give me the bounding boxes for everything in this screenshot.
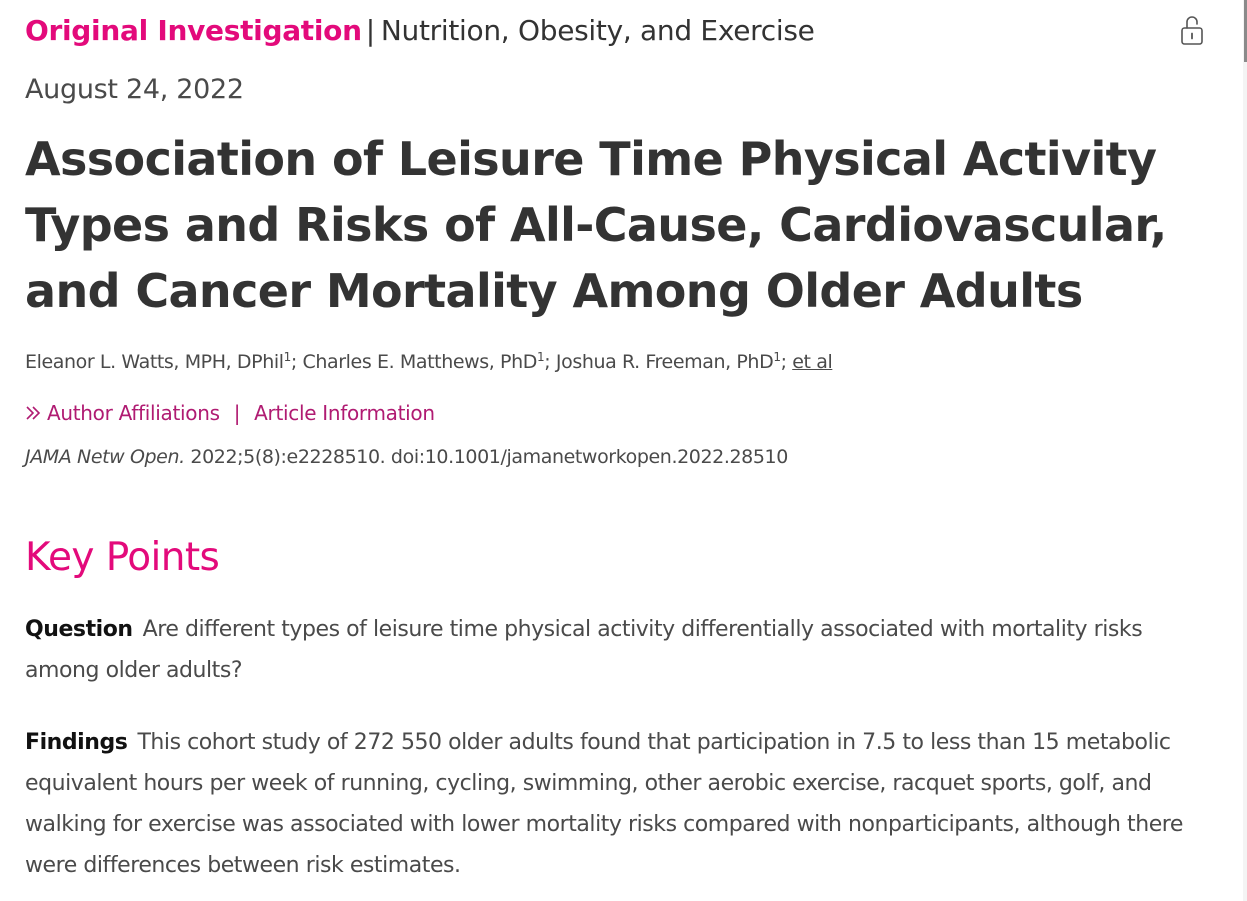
citation [25, 442, 788, 472]
article-title: Association of Leisure Time Physical Activity Types and Risks of All-Cause, Cardiovascular, and Cancer Mortality Among Older Adults [25, 132, 1167, 318]
author-affiliations-link[interactable] [25, 401, 220, 425]
et-al-link[interactable]: et al [792, 351, 833, 373]
article-type-link[interactable]: Original Investigation [25, 14, 362, 47]
author-separator: ; [544, 351, 556, 373]
article-info-links [25, 398, 435, 428]
key-points-heading: Key Points [25, 535, 220, 580]
question-label: Question [25, 617, 133, 642]
author-separator: ; [290, 351, 303, 373]
author-separator: ; [780, 351, 793, 373]
author-affiliation-marker: 1 [283, 350, 291, 364]
citation-journal: JAMA Netw Open. [25, 446, 185, 468]
author-affiliations-label: Author Affiliations [47, 401, 220, 425]
question-text: Are different types of leisure time physical activity differentially associated with mortality risks among older adults? [25, 617, 1143, 683]
double-chevron-right-icon [25, 405, 43, 421]
author-name[interactable]: Eleanor L. Watts, MPH, DPhil [25, 351, 284, 373]
author-affiliation-marker: 1 [773, 350, 781, 364]
author-list [25, 347, 832, 377]
key-points-findings [25, 722, 1210, 886]
findings-text: This cohort study of 272 550 older adults found that participation in 7.5 to less than 15 metabolic equivalent hours per week of running, cycling, swimming, other aerobic exercise, racquet sports, golf, and walking for exercise was associated with lower mortality risks compared with nonparticipants, although there were differences between risk estimates. [25, 730, 1183, 878]
citation-details: 2022;5(8):e2228510. doi:10.1001/jamanetworkopen.2022.28510 [184, 446, 788, 468]
findings-label: Findings [25, 730, 128, 755]
author-name[interactable]: Charles E. Matthews, PhD [302, 351, 537, 373]
article-topline [25, 12, 815, 50]
topline-separator: | [365, 14, 375, 47]
publication-date: August 24, 2022 [25, 74, 244, 105]
category-link[interactable]: Nutrition, Obesity, and Exercise [380, 14, 815, 47]
page-scrollbar[interactable] [1243, 0, 1247, 901]
author-affiliation-marker: 1 [536, 350, 545, 364]
key-points-question [25, 609, 1210, 691]
unlock-icon [1179, 13, 1205, 47]
author-name[interactable]: Joshua R. Freeman, PhD [555, 351, 774, 373]
article-information-link[interactable]: Article Information [254, 401, 435, 425]
links-divider: | [233, 401, 241, 425]
